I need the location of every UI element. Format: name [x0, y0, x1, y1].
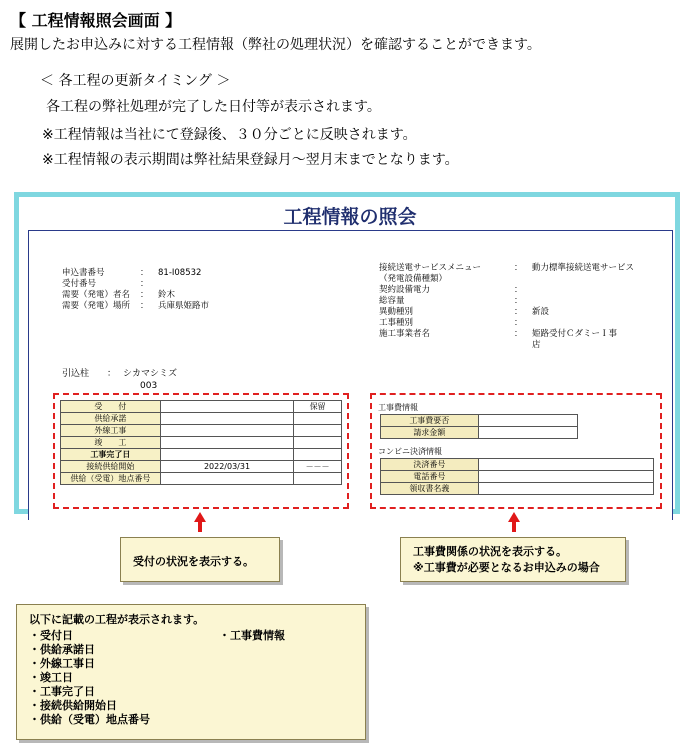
list-item: ・工事完了日 — [29, 685, 95, 698]
field-row: 工事種別 ： — [379, 318, 523, 328]
timing-line-2: ※工程情報は当社にて登録後、３０分ごとに反映されます。 — [42, 127, 417, 143]
hikikomi-value: シカマシミズ — [123, 369, 178, 379]
cost-table — [380, 414, 578, 439]
table-row: 接続供給開始 2022/03/31 －－－ — [61, 461, 342, 473]
field-row: 需要（発電）者名 ： 鈴木 — [62, 290, 176, 300]
table-row: 外線工事 — [61, 425, 342, 437]
convenience-table — [380, 458, 654, 495]
left-field-list — [62, 268, 209, 312]
table-row: 請求金額 — [381, 427, 578, 439]
table-row: 電話番号 — [381, 471, 654, 483]
page-heading: 【 工程情報照会画面 】 — [10, 11, 182, 30]
intro-text: 展開したお申込みに対する工程情報（弊社の処理状況）を確認することができます。 — [10, 37, 541, 53]
convenience-header: コンビニ決済情報 — [378, 447, 442, 456]
process-list-header: 以下に記載の工程が表示されます。 — [29, 613, 205, 626]
field-row: 申込書番号 ： 81-I08532 — [62, 268, 202, 278]
field-row: 施工事業者名 ： 姫路受付ＣダミーＩ事 — [379, 329, 618, 339]
right-field-list — [379, 263, 634, 351]
callout-cost: 工事費関係の状況を表示する。 ※工事費が必要となるお申込みの場合 — [400, 537, 626, 582]
field-row: 接続送電サービスメニュー ： 動力標準接続送電サービス — [379, 263, 635, 273]
table-row: 決済番号 — [381, 459, 654, 471]
field-row: 需要（発電）場所 ： 兵庫県姫路市 — [62, 301, 210, 311]
list-item: ・外線工事日 — [29, 657, 95, 670]
timing-header: ＜ 各工程の更新タイミング ＞ — [40, 73, 231, 89]
table-row: 領収書名義 — [381, 483, 654, 495]
process-list-box — [16, 604, 366, 740]
hikikomi-row: 引込柱 ： シカマシミズ — [62, 369, 178, 379]
arrow-shaft — [512, 521, 516, 532]
process-list — [29, 629, 365, 727]
field-row: 契約設備電力 ： — [379, 285, 523, 295]
field-row: 受付番号 ： — [62, 279, 149, 289]
list-item: ・供給（受電）地点番号 — [29, 713, 150, 726]
callout-reception: 受付の状況を表示する。 — [120, 537, 280, 582]
progress-table — [60, 400, 342, 485]
arrow-shaft — [198, 521, 202, 532]
table-row: 工事完了日 — [61, 449, 342, 461]
table-row: 竣 工 — [61, 437, 342, 449]
table-row: 供給承諾 — [61, 413, 342, 425]
hikikomi-value-2: 003 — [140, 381, 158, 391]
timing-line-1: 各工程の弊社処理が完了した日付等が表示されます。 — [46, 99, 381, 115]
timing-line-3: ※工程情報の表示期間は弊社結果登録月～翌月末までとなります。 — [42, 152, 459, 168]
list-item: ・受付日 — [29, 629, 73, 642]
field-row: （発電設備種類） — [379, 274, 448, 284]
table-row: 受 付 保留 — [61, 401, 342, 413]
list-item: ・供給承諾日 — [29, 643, 95, 656]
list-item: ・工事費情報 — [219, 629, 285, 642]
hikikomi-label: 引込柱 — [62, 369, 90, 379]
cost-header: 工事費情報 — [378, 403, 418, 412]
screen-title: 工程情報の照会 — [283, 206, 417, 228]
table-row: 工事費要否 — [381, 415, 578, 427]
field-row: 店 — [532, 340, 541, 350]
table-row: 供給（受電）地点番号 — [61, 473, 342, 485]
list-item: ・接続供給開始日 — [29, 699, 117, 712]
field-row: 総容量 ： — [379, 296, 523, 306]
list-item: ・竣工日 — [29, 671, 73, 684]
field-row: 異動種別 ： 新設 — [379, 307, 550, 317]
